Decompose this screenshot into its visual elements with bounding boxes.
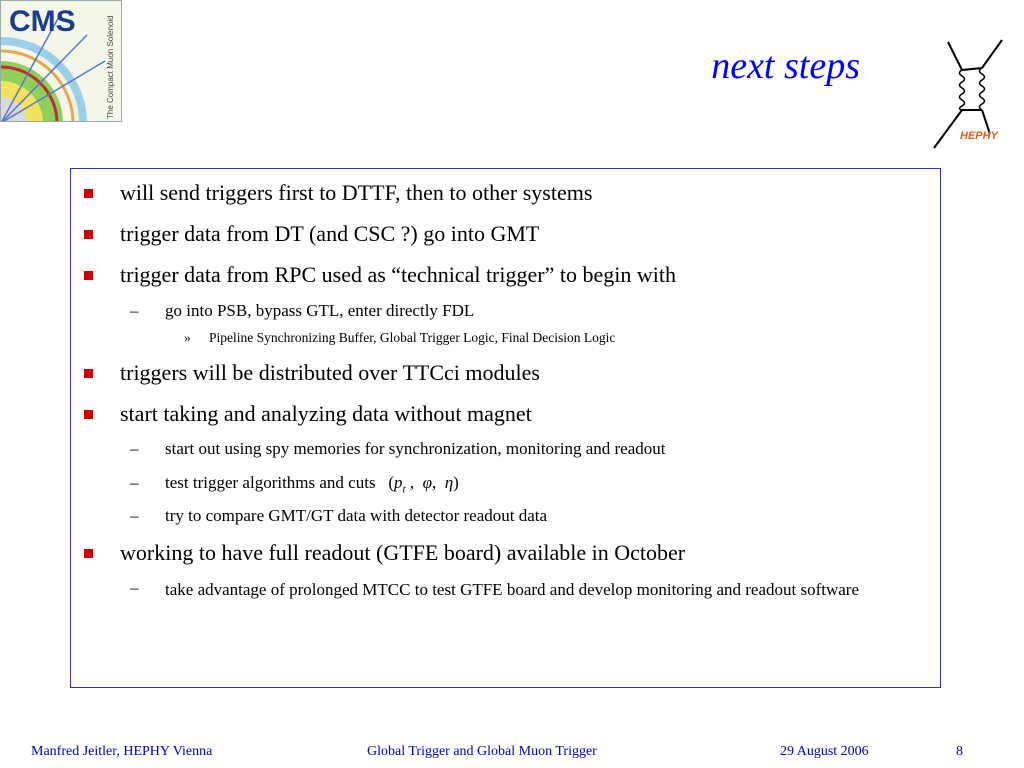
symbol-p: p	[394, 473, 403, 492]
dash-icon: –	[130, 473, 139, 492]
bullet-square-icon	[84, 549, 93, 558]
sub-bullet-text: start out using spy memories for synchronization, monitoring and readout	[165, 439, 666, 458]
bullet-text: start taking and analyzing data without magnet	[120, 401, 532, 426]
sub-bullet-text: take advantage of prolonged MTCC to test GTFE board and develop monitoring and readout software	[165, 580, 859, 599]
cms-logo	[0, 0, 122, 122]
sub-bullet-label: test trigger algorithms and cuts	[165, 473, 376, 492]
bullet-text: triggers will be distributed over TTCci modules	[120, 360, 540, 385]
hephy-logo-text: HEPHY	[960, 130, 998, 142]
footer-talk-title: Global Trigger and Global Muon Trigger	[367, 744, 597, 759]
hephy-logo	[928, 38, 1010, 152]
bullet-square-icon	[84, 230, 93, 239]
bullet-square-icon	[84, 369, 93, 378]
dash-icon: –	[130, 506, 139, 525]
symbol-eta: η	[444, 473, 454, 492]
sub-bullet-text: try to compare GMT/GT data with detector readout data	[165, 506, 548, 525]
bullet-square-icon	[84, 410, 93, 419]
footer-author: Manfred Jeitler, HEPHY Vienna	[31, 744, 213, 759]
sub-bullet-text: go into PSB, bypass GTL, enter directly FDL	[165, 301, 475, 320]
cms-logo-text: CMS	[9, 5, 76, 38]
bullet-text: will send triggers first to DTTF, then to other systems	[120, 180, 593, 205]
dash-icon: –	[130, 439, 139, 458]
bullet-text: trigger data from RPC used as “technical trigger” to begin with	[120, 262, 676, 287]
symbol-phi: φ	[422, 473, 432, 492]
dash-icon: –	[130, 578, 139, 597]
bullet-square-icon	[84, 189, 93, 198]
bullet-square-icon	[84, 271, 93, 280]
dash-icon: –	[130, 301, 139, 320]
symbol-t: t	[402, 483, 406, 496]
bullet-text: working to have full readout (GTFE board) available in October	[120, 540, 686, 565]
subsub-bullet-text: Pipeline Synchronizing Buffer, Global Trigger Logic, Final Decision Logic	[209, 330, 616, 345]
cms-logo-subtitle: The Compact Muon Solenoid	[106, 15, 115, 119]
page-number: 8	[956, 744, 963, 759]
slide-title: next steps	[711, 45, 860, 87]
guillemet-icon: »	[184, 330, 191, 345]
sub-bullet-text: test trigger algorithms and cuts ($p_t$ , φ, η)	[165, 473, 459, 496]
footer-date: 29 August 2006	[780, 744, 869, 759]
bullet-text: trigger data from DT (and CSC ?) go into GMT	[120, 221, 540, 246]
